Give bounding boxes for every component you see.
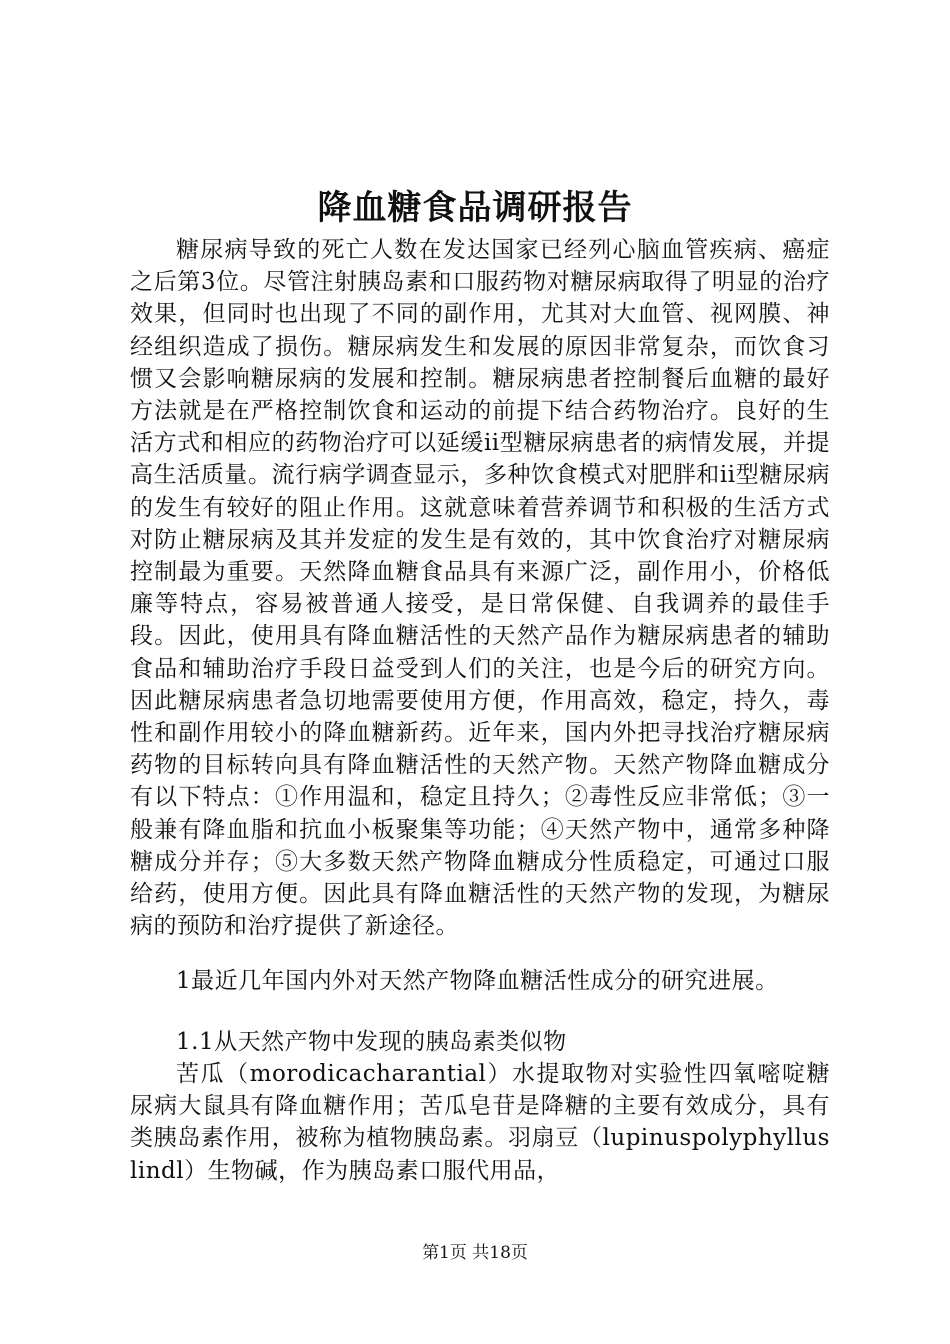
section-1-heading: 1最近几年国内外对天然产物降血糖活性成分的研究进展。 bbox=[176, 968, 779, 994]
intro-paragraph: 糖尿病导致的死亡人数在发达国家已经列心脑血管疾病、癌症之后第3位。尽管注射胰岛素和口服药物对糖尿病取得了明显的治疗效果，但同时也出现了不同的副作用，尤其对大血管、视网膜、神经组织造成了损伤。糖尿病发生和发展的原因非常复杂，而饮食习惯又会影响糖尿病的发展和控制。糖尿病患者控制餐后血糖的最好方法就是在严格控制饮食和运动的前提下结合药物治疗。良好的生活方式和相应的药物治疗可以延缓ii型糖尿病患者的病情发展，并提高生活质量。流行病学调查显示，多种饮食模式对肥胖和ii型糖尿病的发生有较好的阻止作用。这就意味着营养调节和积极的生活方式对防止糖尿病及其并发症的发生是有效的，其中饮食治疗对糖尿病控制最为重要。天然降血糖食品具有来源广泛，副作用小，价格低廉等特点，容易被普通人接受，是日常保健、自我调养的最佳手段。因此，使用具有降血糖活性的天然产品作为糖尿病患者的辅助食品和辅助治疗手段日益受到人们的关注，也是今后的研究方向。因此糖尿病患者急切地需要使用方便，作用高效，稳定，持久，毒性和副作用较小的降血糖新药。近年来，国内外把寻找治疗糖尿病药物的目标转向具有降血糖活性的天然产物。天然产物降血糖成分有以下特点：①作用温和，稳定且持久；②毒性反应非常低；③一般兼有降血脂和抗血小板聚集等功能；④天然产物中，通常多种降糖成分并存；⑤大多数天然产物降血糖成分性质稳定，可通过口服给药，使用方便。因此具有降血糖活性的天然产物的发现，为糖尿病的预防和治疗提供了新途径。 bbox=[130, 237, 830, 940]
section-1-1-heading: 1.1从天然产物中发现的胰岛素类似物 bbox=[176, 1029, 567, 1055]
bitter-melon-paragraph: 苦瓜（morodicacharantial）水提取物对实验性四氧嘧啶糖尿病大鼠具有降血糖作用；苦瓜皂苷是降糖的主要有效成分，具有类胰岛素作用，被称为植物胰岛素。羽扇豆（lupinuspolyphylluslindl）生物碱，作为胰岛素口服代用品， bbox=[130, 1061, 830, 1184]
page-footer: 第1页 共18页 bbox=[422, 1243, 528, 1263]
document-title: 降血糖食品调研报告 bbox=[317, 188, 633, 228]
